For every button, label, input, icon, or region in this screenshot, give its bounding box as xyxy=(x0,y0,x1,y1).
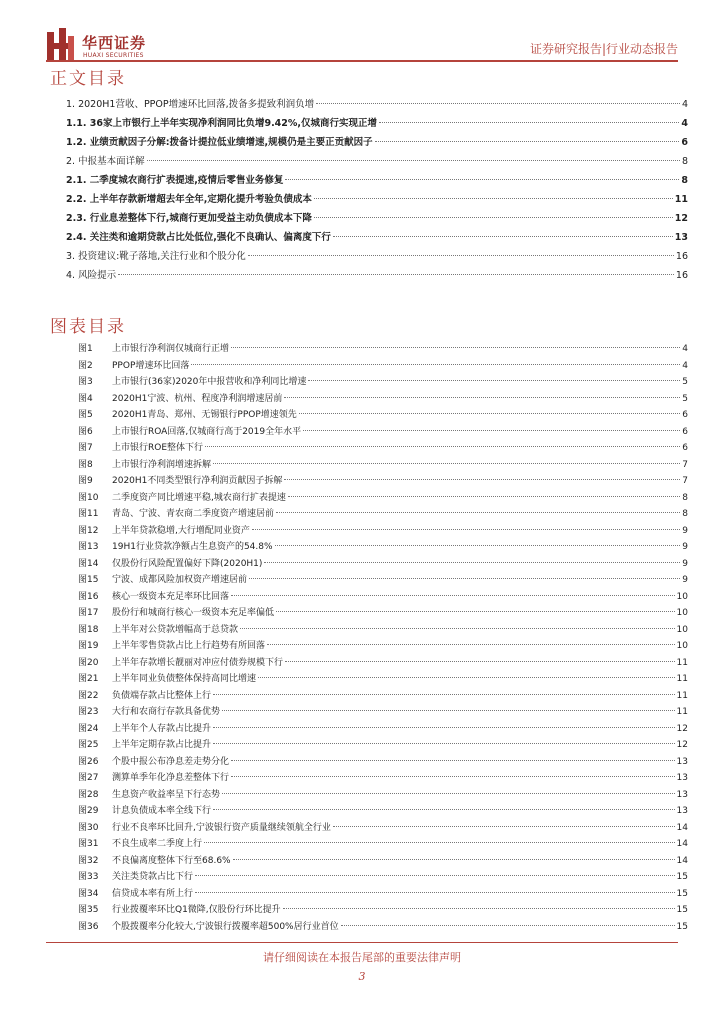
dot-leader xyxy=(341,925,675,926)
dot-leader xyxy=(308,380,680,381)
page-number: 3 xyxy=(358,970,366,983)
dot-leader xyxy=(231,760,675,761)
footer-divider xyxy=(46,942,678,943)
toc-entry-page: 8 xyxy=(681,175,688,186)
dot-leader xyxy=(213,743,675,744)
figure-entry-number: 图11 xyxy=(78,509,99,519)
toc-entry[interactable] xyxy=(66,96,688,115)
figure-entry-page: 12 xyxy=(676,740,688,750)
figure-entry-number: 图29 xyxy=(78,806,99,816)
figure-entry-page: 15 xyxy=(676,888,688,899)
figure-entry[interactable] xyxy=(78,506,688,523)
toc-entry[interactable] xyxy=(66,191,688,210)
toc-entry-page: 16 xyxy=(675,251,688,262)
figure-entry-text: 个股中报公布净息差走势分化 xyxy=(112,756,230,767)
report-type-label: 证券研究报告|行业动态报告 xyxy=(529,42,678,56)
figure-entry-text: 信贷成本率有所上行 xyxy=(112,888,194,899)
figure-entry[interactable] xyxy=(78,688,688,705)
figure-entry-number: 图8 xyxy=(78,459,93,470)
figure-entry[interactable] xyxy=(78,457,688,474)
dot-leader xyxy=(231,776,675,777)
figure-entry-text: 上半年贷款稳增,大行增配同业资产 xyxy=(112,525,250,536)
dot-leader xyxy=(264,562,680,563)
figure-entry-number: 图34 xyxy=(78,888,99,899)
toc-entry-page: 11 xyxy=(674,194,688,205)
dot-leader xyxy=(284,479,680,480)
figure-entry-number: 图20 xyxy=(78,657,99,668)
toc-list xyxy=(66,96,688,286)
dot-leader xyxy=(333,826,675,827)
figure-entry[interactable] xyxy=(78,902,688,919)
toc-entry-page: 6 xyxy=(681,137,688,148)
toc-entry-page: 12 xyxy=(674,213,688,224)
toc-entry-page: 13 xyxy=(674,232,688,243)
figure-entry-text: 测算单季年化净息差整体下行 xyxy=(112,773,230,783)
toc-entry-page: 4 xyxy=(681,99,688,110)
dot-leader xyxy=(213,463,680,464)
header-divider xyxy=(46,60,678,62)
figure-entry[interactable] xyxy=(78,886,688,903)
figure-entry-text: 上市银行ROA回落,仅城商行高于2019全年水平 xyxy=(112,426,302,437)
dot-leader xyxy=(222,793,675,794)
figure-entry-page: 15 xyxy=(676,905,688,915)
figure-entry-number: 图6 xyxy=(78,426,93,437)
dot-leader xyxy=(276,611,675,612)
dot-leader xyxy=(379,122,679,123)
toc-entry-text: 2.2. 上半年存款新增超去年全年,定期化提升考验负债成本 xyxy=(66,194,312,205)
figure-entry-page: 6 xyxy=(682,426,688,437)
dot-leader xyxy=(213,809,675,810)
figure-entry-text: 负债端存款占比整体上行 xyxy=(112,690,212,701)
toc-entry-text: 1.1. 36家上市银行上半年实现净利润同比负增9.42%,仅城商行实现正增 xyxy=(66,118,378,129)
figure-entry-number: 图27 xyxy=(78,773,99,783)
figure-entry-page: 15 xyxy=(676,872,688,882)
figure-entry-page: 11 xyxy=(676,690,688,701)
dot-leader xyxy=(375,141,680,142)
figure-entry-number: 图5 xyxy=(78,410,93,420)
dot-leader xyxy=(249,578,680,579)
figure-entry-number: 图18 xyxy=(78,624,99,635)
figure-entry-number: 图36 xyxy=(78,921,99,932)
figure-entry[interactable] xyxy=(78,655,688,672)
toc-entry[interactable] xyxy=(66,248,688,267)
figure-entry[interactable] xyxy=(78,473,688,490)
toc-entry-text: 2.4. 关注类和逾期贷款占比处低位,强化不良确认、偏离度下行 xyxy=(66,232,331,243)
figure-entry-text: 行业不良率环比回升,宁波银行资产质量继续领航全行业 xyxy=(112,822,331,833)
figure-entry[interactable] xyxy=(78,424,688,441)
figure-entry-number: 图12 xyxy=(78,525,99,536)
figure-entry[interactable] xyxy=(78,589,688,606)
figure-entry-number: 图26 xyxy=(78,756,99,767)
figure-entry[interactable] xyxy=(78,556,688,573)
figure-entry[interactable] xyxy=(78,605,688,622)
figure-entry-number: 图21 xyxy=(78,674,99,684)
figure-entry[interactable] xyxy=(78,490,688,507)
figure-entry-text: 上半年零售贷款占比上行趋势有所回落 xyxy=(112,641,266,651)
figure-entry[interactable] xyxy=(78,770,688,787)
figure-entry-page: 11 xyxy=(676,674,688,684)
figure-entry-page: 13 xyxy=(676,789,688,800)
figure-entry[interactable] xyxy=(78,787,688,804)
figure-entry-number: 图28 xyxy=(78,789,99,800)
figure-entry-text: 核心一级资本充足率环比回落 xyxy=(112,591,230,602)
figure-entry-number: 图2 xyxy=(78,360,93,371)
logo-english-name: HUAXI SECURITIES xyxy=(83,52,144,59)
figure-entry-page: 9 xyxy=(682,542,688,552)
figure-entry-number: 图25 xyxy=(78,740,99,750)
dot-leader xyxy=(288,496,680,497)
figure-entry-page: 13 xyxy=(676,806,688,816)
figure-entry-text: 上半年同业负债整体保持高同比增速 xyxy=(112,674,257,684)
dot-leader xyxy=(276,512,680,513)
figure-entry-text: 上市银行(36家)2020年中报营收和净利同比增速 xyxy=(112,377,307,387)
dot-leader xyxy=(252,529,680,530)
figure-entry[interactable] xyxy=(78,803,688,820)
figure-entry-page: 12 xyxy=(676,723,688,734)
figure-entry-text: 青岛、宁波、青农商二季度资产增速居前 xyxy=(112,509,275,519)
figure-entry[interactable] xyxy=(78,622,688,639)
figure-entry-page: 11 xyxy=(676,657,688,668)
dot-leader xyxy=(195,892,675,893)
figure-entry-text: 上市银行净利润增速拆解 xyxy=(112,459,212,470)
figure-entry[interactable] xyxy=(78,754,688,771)
figure-entry-number: 图32 xyxy=(78,855,99,866)
figure-list-title: 图表目录 xyxy=(50,317,126,337)
dot-leader xyxy=(314,217,673,218)
figure-entry-text: 二季度资产同比增速平稳,城农商行扩表提速 xyxy=(112,492,286,503)
toc-entry[interactable] xyxy=(66,172,688,191)
dot-leader xyxy=(213,694,675,695)
toc-entry[interactable] xyxy=(66,134,688,153)
figure-entry-text: PPOP增速环比回落 xyxy=(112,360,190,371)
figure-entry-number: 图10 xyxy=(78,492,99,503)
dot-leader xyxy=(222,710,675,711)
figure-entry-text: 上半年定期存款占比提升 xyxy=(112,740,212,750)
figure-entry-text: 2020H1宁波、杭州、程度净利润增速居前 xyxy=(112,393,283,404)
figure-entry-number: 图24 xyxy=(78,723,99,734)
figure-entry[interactable] xyxy=(78,704,688,721)
figure-entry-page: 4 xyxy=(682,360,688,371)
figure-entry-page: 10 xyxy=(676,608,688,618)
figure-entry-text: 上市银行ROE整体下行 xyxy=(112,443,204,453)
figure-entry[interactable] xyxy=(78,836,688,853)
figure-entry[interactable] xyxy=(78,869,688,886)
figure-entry-number: 图31 xyxy=(78,839,99,849)
toc-entry-text: 2.1. 二季度城农商行扩表提速,疫情后零售业务修复 xyxy=(66,175,284,186)
dot-leader xyxy=(147,160,680,161)
dot-leader xyxy=(314,198,673,199)
figure-entry-text: 2020H1不同类型银行净利润贡献因子拆解 xyxy=(112,476,283,486)
figure-entry-number: 图13 xyxy=(78,542,99,552)
figure-entry-text: 19H1行业贷款净额占生息资产的54.8% xyxy=(112,542,273,552)
logo-chinese-name: 华西证券 xyxy=(82,34,147,52)
figure-entry-text: 宁波、成都风险加权资产增速居前 xyxy=(112,575,248,585)
figure-entry[interactable] xyxy=(78,407,688,424)
toc-title: 正文目录 xyxy=(50,69,126,89)
dot-leader xyxy=(231,347,680,348)
figure-entry-page: 5 xyxy=(682,393,688,404)
figure-entry-number: 图33 xyxy=(78,872,99,882)
figure-entry-number: 图14 xyxy=(78,558,99,569)
toc-entry[interactable] xyxy=(66,229,688,248)
figure-entry-text: 大行和农商行存款具备优势 xyxy=(112,707,221,717)
figure-entry-number: 图3 xyxy=(78,377,93,387)
figure-entry-text: 2020H1青岛、郑州、无锡银行PPOP增速领先 xyxy=(112,410,297,420)
dot-leader xyxy=(205,446,680,447)
dot-leader xyxy=(233,859,675,860)
figure-entry-text: 不良偏离度整体下行至68.6% xyxy=(112,855,231,866)
figure-entry-number: 图22 xyxy=(78,690,99,701)
dot-leader xyxy=(299,413,681,414)
figure-entry-text: 不良生成率二季度上行 xyxy=(112,839,203,849)
toc-entry-page: 4 xyxy=(681,118,688,129)
figure-entry-number: 图1 xyxy=(78,344,93,354)
company-logo xyxy=(46,28,206,68)
dot-leader xyxy=(248,255,674,256)
figure-entry-number: 图9 xyxy=(78,476,93,486)
figure-entry-page: 8 xyxy=(682,492,688,503)
toc-entry-text: 2.3. 行业息差整体下行,城商行更加受益主动负债成本下降 xyxy=(66,213,312,224)
figure-entry-text: 股份行和城商行核心一级资本充足率偏低 xyxy=(112,608,275,618)
figure-entry[interactable] xyxy=(78,853,688,870)
figure-entry-number: 图23 xyxy=(78,707,99,717)
dot-leader xyxy=(316,103,680,104)
dot-leader xyxy=(283,908,675,909)
figure-entry-text: 生息资产收益率呈下行态势 xyxy=(112,789,221,800)
figure-entry-page: 10 xyxy=(676,591,688,602)
figure-entry-number: 图17 xyxy=(78,608,99,618)
dot-leader xyxy=(258,677,675,678)
figure-entry-page: 10 xyxy=(676,641,688,651)
figure-entry-text: 个股拨覆率分化较大,宁波银行拨覆率超500%居行业首位 xyxy=(112,921,339,932)
figure-entry-number: 图7 xyxy=(78,443,93,453)
dot-leader xyxy=(213,727,675,728)
dot-leader xyxy=(204,842,675,843)
figure-entry[interactable] xyxy=(78,638,688,655)
figure-entry-page: 9 xyxy=(682,558,688,569)
figure-entry-text: 上市银行净利润仅城商行正增 xyxy=(112,344,230,354)
figure-entry[interactable] xyxy=(78,572,688,589)
figure-entry-text: 上半年对公贷款增幅高于总贷款 xyxy=(112,624,239,635)
toc-entry-text: 2. 中报基本面详解 xyxy=(66,156,145,167)
dot-leader xyxy=(118,274,674,275)
page-header xyxy=(0,0,724,70)
figure-entry-page: 14 xyxy=(676,855,688,866)
dot-leader xyxy=(303,430,680,431)
figure-entry[interactable] xyxy=(78,721,688,738)
figure-entry[interactable] xyxy=(78,671,688,688)
figure-entry-page: 9 xyxy=(682,525,688,536)
huaxi-logo-icon xyxy=(46,28,76,62)
figure-list xyxy=(78,341,688,935)
figure-entry[interactable] xyxy=(78,374,688,391)
figure-entry-page: 7 xyxy=(682,476,688,486)
figure-entry-number: 图16 xyxy=(78,591,99,602)
dot-leader xyxy=(267,644,675,645)
toc-entry-text: 3. 投资建议:靴子落地,关注行业和个股分化 xyxy=(66,251,246,262)
toc-entry[interactable] xyxy=(66,153,688,172)
figure-entry-page: 10 xyxy=(676,624,688,635)
dot-leader xyxy=(191,364,680,365)
figure-entry-page: 11 xyxy=(676,707,688,717)
figure-entry-page: 5 xyxy=(682,377,688,387)
figure-entry-text: 上半年存款增长靓丽对冲应付债券规模下行 xyxy=(112,657,284,668)
figure-entry-text: 关注类贷款占比下行 xyxy=(112,872,194,882)
figure-entry[interactable] xyxy=(78,539,688,556)
figure-entry-text: 上半年个人存款占比提升 xyxy=(112,723,212,734)
figure-entry-number: 图4 xyxy=(78,393,93,404)
dot-leader xyxy=(195,875,675,876)
figure-entry-page: 14 xyxy=(676,822,688,833)
toc-entry-text: 4. 风险提示 xyxy=(66,270,117,281)
figure-entry[interactable] xyxy=(78,440,688,457)
toc-entry[interactable] xyxy=(66,267,688,286)
figure-entry-page: 13 xyxy=(676,756,688,767)
figure-entry-number: 图30 xyxy=(78,822,99,833)
toc-entry-page: 8 xyxy=(681,156,688,167)
dot-leader xyxy=(240,628,675,629)
legal-disclaimer: 请仔细阅读在本报告尾部的重要法律声明 xyxy=(263,951,461,964)
dot-leader xyxy=(275,545,681,546)
figure-entry-text: 行业拨覆率环比Q1微降,仅股份行环比提升 xyxy=(112,905,281,915)
figure-entry-page: 4 xyxy=(682,344,688,354)
figure-entry[interactable] xyxy=(78,523,688,540)
figure-entry-number: 图15 xyxy=(78,575,99,585)
dot-leader xyxy=(231,595,675,596)
figure-entry-page: 6 xyxy=(682,410,688,420)
toc-entry-text: 1. 2020H1营收、PPOP增速环比回落,拨备多提致利润负增 xyxy=(66,99,315,110)
figure-entry-page: 6 xyxy=(682,443,688,453)
toc-entry-page: 16 xyxy=(675,270,688,281)
figure-entry-page: 7 xyxy=(682,459,688,470)
figure-entry[interactable] xyxy=(78,358,688,375)
toc-entry[interactable] xyxy=(66,115,688,134)
figure-entry[interactable] xyxy=(78,391,688,408)
figure-entry-number: 图35 xyxy=(78,905,99,915)
figure-entry[interactable] xyxy=(78,820,688,837)
dot-leader xyxy=(284,397,680,398)
figure-entry-page: 15 xyxy=(676,921,688,932)
figure-entry[interactable] xyxy=(78,341,688,358)
figure-entry-page: 13 xyxy=(676,773,688,783)
figure-entry-text: 仅股份行风险配置偏好下降(2020H1) xyxy=(112,558,263,569)
toc-entry-text: 1.2. 业绩贡献因子分解:拨备计提拉低业绩增速,规模仍是主要正贡献因子 xyxy=(66,137,373,148)
toc-entry[interactable] xyxy=(66,210,688,229)
figure-entry-text: 计息负债成本率全线下行 xyxy=(112,806,212,816)
figure-entry-page: 9 xyxy=(682,575,688,585)
dot-leader xyxy=(285,179,679,180)
figure-entry-page: 8 xyxy=(682,509,688,519)
figure-entry[interactable] xyxy=(78,737,688,754)
figure-entry[interactable] xyxy=(78,919,688,936)
figure-entry-page: 14 xyxy=(676,839,688,849)
dot-leader xyxy=(285,661,675,662)
figure-entry-number: 图19 xyxy=(78,641,99,651)
dot-leader xyxy=(333,236,673,237)
